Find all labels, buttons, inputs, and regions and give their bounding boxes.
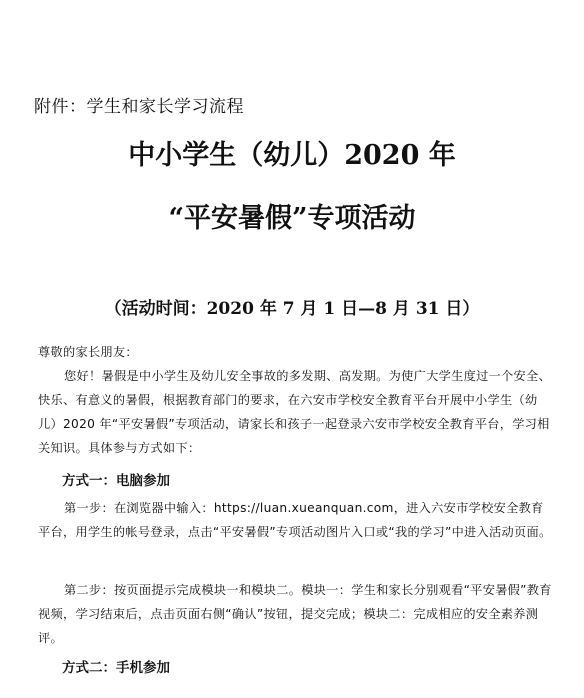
step1-paragraph: 第一步：在浏览器中输入：https://luan.xueanquan.com，进入六安市学校安全教育平台，用学生的帐号登录，点击“平安暑假”专项活动图片入口或“我的学习”中进入活动页面。 [38,501,552,539]
method2-heading: 方式二：手机参加 [62,660,170,676]
document-title-line1: 中小学生（幼儿）2020 年 [128,140,456,171]
intro-paragraph: 您好！暑假是中小学生及幼儿安全事故的多发期、高发期。为使广大学生度过一个安全、快乐、有意义的暑假，根据教育部门的要求，在六安市学校安全教育平台开展中小学生（幼儿）2020 年“平安暑假”专项活动，请家长和孩子一起登录六安市学校安全教育平台，学习相关知识。具体参与方式如下： [38,369,552,455]
document-title-line2: “平安暑假”专项活动 [168,203,416,234]
method1-heading: 方式一：电脑参加 [62,473,170,489]
attachment-label: 附件：学生和家长学习流程 [34,97,244,117]
activity-time: （活动时间：2020 年 7 月 1 日—8 月 31 日） [104,299,480,319]
step2-paragraph: 第二步：按页面提示完成模块一和模块二。模块一：学生和家长分别观看“平安暑假”教育视频，学习结束后，点击页面右侧“确认”按钮，提交完成；模块二：完成相应的安全素养测评。 [38,583,552,645]
greeting: 尊敬的家长朋友： [38,345,138,359]
